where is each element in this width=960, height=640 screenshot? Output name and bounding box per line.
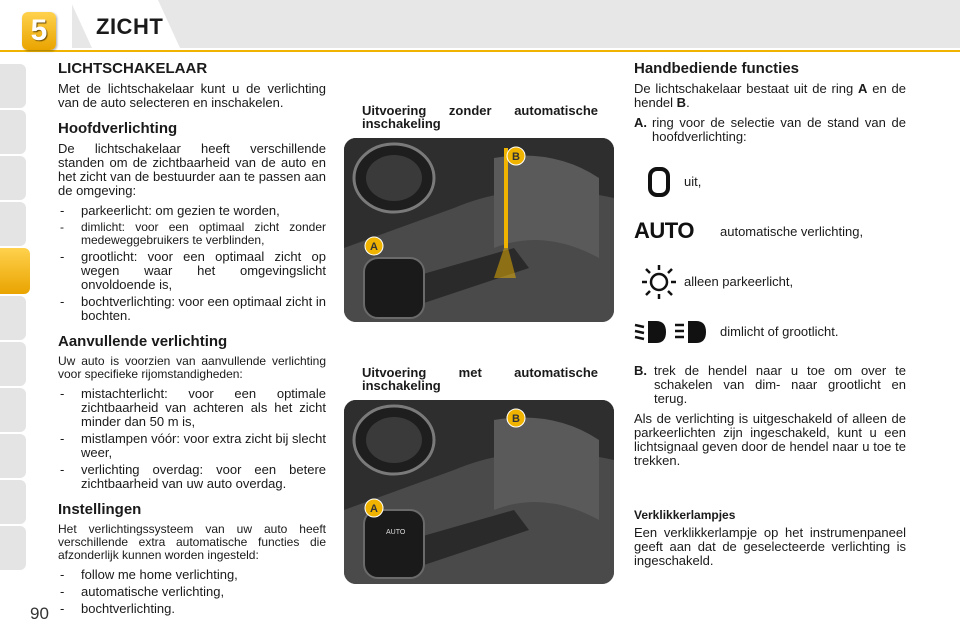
page-header [0,0,960,58]
list-item: - parkeerlicht: om gezien te worden, [58,204,326,218]
middle-column [344,104,616,584]
chapter-tab-7[interactable] [0,342,26,386]
main-lighting-title: Hoofdverlichting [58,120,178,137]
extra-lighting-list [58,387,326,491]
intro-prefix: De lichtschakelaar bestaat uit de ring [634,81,854,96]
indicators-title: Verklikkerlampjes [634,508,736,522]
extra-lighting-text: Uw auto is voorzien van aanvullende verlichting voor specifieke rijomstandigheden: [58,354,326,381]
item-b [634,364,906,406]
chapter-badge: 5 [22,12,56,50]
photo-auto-switch [344,400,614,584]
left-column [58,62,326,624]
manual-functions-title: Handbediende functies [634,60,800,77]
intro-end: . [686,95,690,110]
chapter-tab-10[interactable] [0,480,26,524]
page-number: 90 [30,604,49,623]
caption-auto-switch: Uitvoering met automatische inschakeling [362,365,598,393]
label-lever-b: B [512,413,520,425]
light-stalk-auto-illustration [344,400,614,584]
chapter-tab-6[interactable] [0,296,26,340]
list-item: - verlichting overdag: voor een betere zichtbaarheid van uw auto overdag. [58,463,326,491]
mode-dipped [634,314,906,350]
intro-mid: en de hendel [634,81,906,110]
mode-dipped-label: dimlicht of grootlicht. [720,324,839,339]
intro-lever-letter: B [676,95,687,110]
flash-warning-text: Als de verlichting is uitgeschakeld of alleen de parkeerlichten zijn ingeschakeld, kunt u een lichtsignaal geven door de hendel naar u toe te trekken. [634,411,906,468]
list-item: - follow me home verlichting, [58,568,326,582]
page-title: ZICHT [96,14,164,39]
extra-lighting-title: Aanvullende verlichting [58,333,228,350]
item-b-letter: B. [634,363,647,378]
intro-text: Met de lichtschakelaar kunt u de verlichting van de auto selecteren en inschakelen. [58,81,326,110]
list-item: - bochtverlichting. [58,602,326,616]
list-item: - dimlicht: voor een optimaal zicht zonder medeweggebruikers te verblinden, [58,221,326,247]
main-lighting-list [58,204,326,323]
chapter-tab-1[interactable] [0,64,26,108]
item-a-letter: A. [634,115,647,130]
list-item: - grootlicht: voor een optimaal zicht op wegen waar het omgevingslicht onvoldoende is, [58,250,326,292]
header-rule [0,50,960,52]
list-item: - mistlampen vóór: voor extra zicht bij slecht weer, [58,432,326,460]
chapter-tab-8[interactable] [0,388,26,432]
item-a-text: ring voor de selectie van de stand van de hoofdverlichting: [652,115,906,144]
settings-list [58,568,326,616]
mode-parking-label: alleen parkeerlicht, [684,274,794,289]
item-b-text: trek de hendel naar u toe om over te schakelen van dim- naar grootlicht en terug. [654,363,906,406]
settings-title: Instellingen [58,501,142,518]
parking-light-icon [641,264,677,300]
label-lever-b: B [512,151,520,163]
stalk-auto-marking: AUTO [386,529,406,536]
mode-list [634,164,906,350]
main-beam-icon [674,319,708,345]
mode-auto-label: automatische verlichting, [720,224,864,239]
intro-ring-letter: A [858,81,868,96]
settings-text: Het verlichtingssysteem van uw auto heeft verschillende extra automatische functies die afzonderlijk kunnen worden ingesteld: [58,522,326,562]
item-a [634,116,906,144]
light-stalk-illustration [344,138,614,322]
label-ring-a: A [370,241,378,253]
list-item: - mistachterlicht: voor een optimale zichtbaarheid van achteren als het zicht minder dan 50 m is, [58,387,326,429]
list-item: - automatische verlichting, [58,585,326,599]
caption-manual-switch: Uitvoering zonder automatische inschakeling [362,103,598,131]
chapter-tab-4[interactable] [0,202,26,246]
manual-functions-intro [634,82,906,110]
auto-icon: AUTO [634,217,694,243]
section-title: LICHTSCHAKELAAR [58,60,208,77]
zero-off-icon [647,166,671,198]
photo-manual-switch [344,138,614,322]
dipped-beam-icon [634,319,668,345]
label-ring-a: A [370,503,378,515]
chapter-tab-11[interactable] [0,526,26,570]
chapter-tab-2[interactable] [0,110,26,154]
mode-off [634,164,906,200]
list-item: - bochtverlichting: voor een optimaal zicht in bochten. [58,295,326,323]
chapter-tab-9[interactable] [0,434,26,478]
main-lighting-text: De lichtschakelaar heeft verschillende standen om de zichtbaarheid van de auto en het zicht van de bestuurder aan te passen aan de omgeving: [58,141,326,198]
chapter-tab-3[interactable] [0,156,26,200]
mode-parking [634,264,906,300]
chapter-tab-5-active[interactable] [0,248,30,294]
chapter-tabs [0,64,30,572]
right-column [634,62,906,574]
indicators-text: Een verklikkerlampje op het instrumenpaneel geeft aan dat de geselecteerde verlichting is ingeschakeld. [634,525,906,568]
mode-auto [634,214,906,250]
mode-off-label: uit, [684,174,702,189]
header-band [72,0,960,48]
